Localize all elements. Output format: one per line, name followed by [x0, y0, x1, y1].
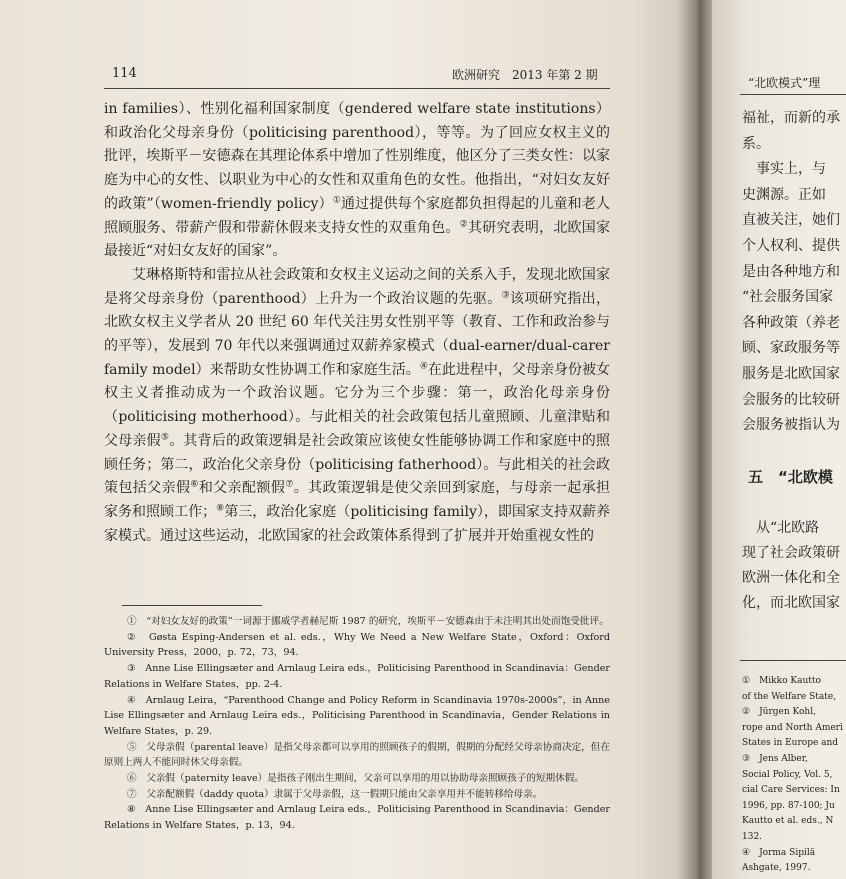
main-text	[104, 98, 610, 548]
footnote-line: 1996, pp. 87-100; Ju	[742, 800, 835, 811]
footnote-line: Social Policy, Vol. 5,	[742, 769, 833, 780]
text-line: 欧洲一体化和全	[742, 570, 840, 586]
text-line: 直被关注，她们	[742, 212, 840, 229]
text-run: 。其政策逻辑是使父亲回到家庭，与母亲一起承担家务和照顾工作；	[104, 480, 610, 520]
text-run: 艾琳格斯特和雷拉从社会政策和女权主义运动之间的关系入手，发现北欧国家是将父母亲身份（parenthood）上升为一个政治议题的先驱。	[104, 266, 610, 307]
right-main-text	[742, 106, 846, 439]
text-line: 现了社会政策研	[742, 545, 840, 561]
text-line: 福祉，而新的承	[742, 110, 840, 126]
footnote-line: of the Welfare State,	[742, 691, 837, 702]
text-line: 是由各种地方和	[742, 263, 840, 280]
footnote-marker: ④	[419, 361, 428, 372]
footnote-line: ④ Jorma Sipilä	[742, 847, 816, 858]
text-line: 个人权利、提供	[742, 237, 840, 254]
footnote-line: cial Care Services: In	[742, 785, 840, 796]
right-footnotes	[742, 674, 846, 877]
text-line: 顾、家政服务等	[742, 340, 840, 357]
footnote-rule	[122, 605, 262, 606]
right-running-head: “北欧模式”理	[748, 76, 821, 90]
paragraph	[104, 98, 610, 264]
footnote-marker: ⑥	[190, 479, 199, 490]
text-line: 化，而北欧国家	[742, 595, 840, 611]
footnotes	[104, 614, 610, 834]
footnote-line: States in Europe and	[742, 738, 839, 749]
footnote-marker: ⑦	[285, 479, 294, 490]
text-run: 第三，政治化家庭（politicising family），即国家支持双薪养家模式。通过这些运动，北欧国家的社会政策体系得到了扩展并开始重视女性的	[104, 503, 610, 544]
right-section-heading: 五 “北欧模	[748, 468, 833, 486]
footnote-marker: ①	[332, 195, 342, 206]
text-line: “社会服务国家	[742, 289, 834, 306]
text-line: 史渊源。正如	[742, 186, 826, 203]
text-line: 服务是北欧国家	[742, 365, 840, 382]
text-line: 从“北欧路	[742, 520, 820, 536]
text-line: 会服务被指认为	[742, 417, 840, 434]
text-run: 其研究表明，北欧国家最接近“对妇女友好的国家”。	[104, 219, 611, 260]
text-run: 该项研究指出，北欧女权主义学者从 20 世纪 60 年代关注男女性别平等（教育、工作和政治参与的平等），发展到 70 年代以来强调通过双薪养家模式（dual-earner/dual-carer family model）来帮助女性协调工作和家庭生活。	[104, 290, 611, 378]
text-run: 在此进程中，父母亲身份被女权主义者推动成为一个政治议题。它分为三个步骤：第一，政治化母亲身份（politicising motherhood）。与此相关的社会政策包括儿童照顾、儿童津贴和父母亲假	[104, 361, 611, 449]
footnote: ⑦ 父亲配额假（daddy quota）隶属于父母亲假，这一假期只能由父亲享用并不能转移给母亲。	[127, 788, 543, 800]
right-footnote-rule	[740, 660, 846, 661]
footnote-marker: ⑧	[216, 503, 225, 514]
text-run: 和父亲配额假	[198, 480, 286, 497]
footnote-line: rope and North Ameri	[742, 722, 843, 733]
footnote: ⑤ 父母亲假（parental leave）是指父母亲都可以享用的照顾孩子的假期，假期的分配经父母亲协商决定，但在原则上两人不能同时休父母亲假。	[104, 741, 610, 769]
footnote: ③ Anne Lise Ellingsæter and Arnlaug Leira eds.，Politicising Parenthood in Scandinavia：Gender Relations in Welfare States，pp. 2-4.	[104, 663, 610, 690]
header-rule	[104, 88, 610, 89]
footnote-marker: ③	[501, 289, 510, 300]
footnote-line: ② Jürgen Kohl,	[742, 707, 816, 718]
footnote: ⑧ Anne Lise Ellingsæter and Arnlaug Leira eds.，Politicising Parenthood in Scandinavia：Gender Relations in Welfare States，p. 13，94.	[104, 804, 610, 832]
right-main-text-2	[742, 516, 846, 616]
footnote-marker: ②	[459, 218, 468, 229]
footnote-line: ③ Jens Alber,	[742, 753, 808, 764]
text-run: in families）、性别化福利国家制度（gendered welfare state institutions）和政治化父母亲身份（politicising parenthood），等等。为了回应女权主义的批评，埃斯平－安德森在其理论体系中增加了性别维度，他区分了三类女性：以家庭为中心的女性、以职业为中心的女性和双重角色的女性。他指出，“对妇女友好的政策”（women-friendly policy）	[104, 101, 610, 212]
page-number: 114	[112, 66, 137, 81]
footnote-marker: ⑤	[160, 432, 170, 443]
footnote: ① “对妇女友好的政策”一词源于挪威学者赫尼斯 1987 的研究，埃斯平－安德森由于未注明其出处而饱受批评。	[127, 616, 609, 627]
footnote: ⑥ 父亲假（paternity leave）是指孩子刚出生期间，父亲可以享用的用以协助母亲照顾孩子的短期休假。	[127, 773, 584, 785]
right-header-rule	[740, 94, 846, 95]
footnote: ② Gøsta Esping-Andersen et al. eds.，Why We Need a New Welfare State，Oxford：Oxford University Press，2000，p. 72，73，94.	[104, 631, 610, 659]
text-line: 会服务的比较研	[742, 391, 840, 408]
footnote: ④ Arnlaug Leira，“Parenthood Change and Policy Reform in Scandinavia 1970s-2000s”，in Anne Lise Ellingsæter and Arnlaug Leira eds.，Politicising Parenthood in Scandinavia，Gender Relations in Welfare States，p. 29.	[104, 694, 610, 737]
text-line: 事实上，与	[742, 161, 826, 178]
text-line: 系。	[742, 135, 770, 152]
text-run: 。其背后的政策逻辑是社会政策应该使女性能够协调工作和家庭中的照顾任务；第二，政治化父亲身份（politicising fatherhood）。与此相关的社会政策包括父亲假	[104, 432, 610, 497]
footnote-line: ① Mikko Kautto	[742, 676, 821, 686]
footnote-line: Kautto et al. eds., N	[742, 816, 834, 827]
text-run: 通过提供每个家庭都负担得起的儿童和老人照顾服务、带薪产假和带薪休假来支持女性的双重角色。	[104, 195, 611, 236]
paragraph	[104, 264, 610, 548]
text-line: 各种政策（养老	[742, 314, 840, 331]
footnote-line: Ashgate, 1997.	[742, 863, 811, 874]
running-head: 欧洲研究 2013 年第 2 期	[452, 68, 598, 82]
footnote-line: 132.	[742, 831, 763, 842]
